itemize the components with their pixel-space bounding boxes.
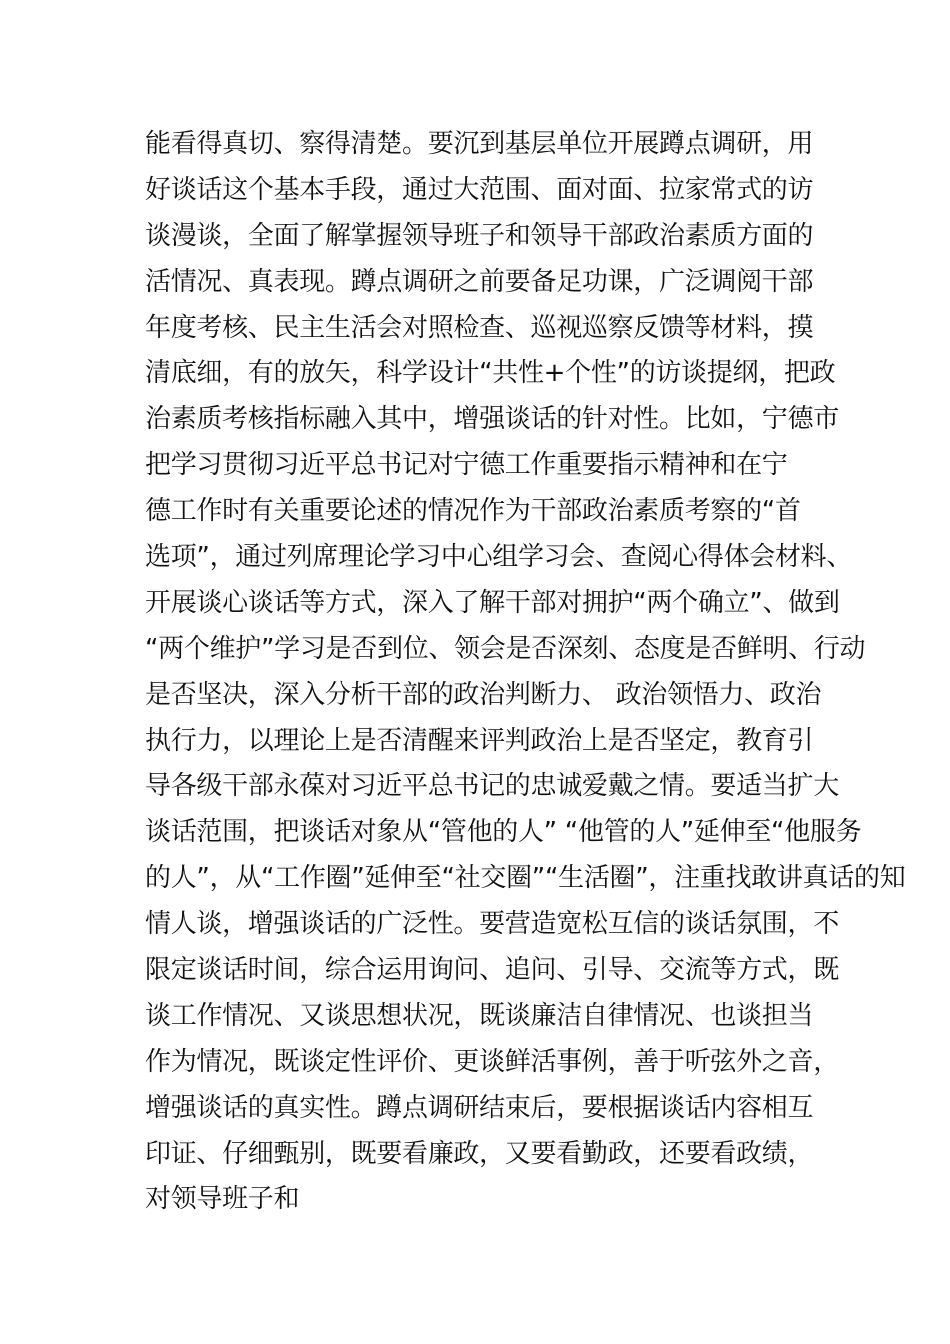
text-line: 谈工作情况、又谈思想状况，既谈廉洁自律情况、也谈担当 [145, 1000, 814, 1031]
text-line: 年度考核、民主生活会对照检查、巡视巡察反馈等材料，摸 [145, 312, 814, 343]
text-line: 增强谈话的真实性。蹲点调研结束后，要根据谈话内容相互 [145, 1092, 814, 1123]
text-line: 选项”，通过列席理论学习中心组学习会、查阅心得体会材料、 [145, 542, 853, 573]
text-line: 治素质考核指标融入其中，增强谈话的针对性。比如，宁德市 [145, 404, 839, 435]
text-line: 清底细，有的放矢，科学设计“共性+个性”的访谈提纲，把政 [145, 358, 836, 389]
text-line: 限定谈话时间，综合运用询问、追问、引导、交流等方式，既 [145, 955, 839, 986]
text-line: 把学习贯彻习近平总书记对宁德工作重要指示精神和在宁 [145, 450, 788, 481]
text-line: 印证、仔细甄别，既要看廉政，又要看勤政，还要看政绩， [145, 1138, 814, 1169]
text-line: 活情况、真表现。蹲点调研之前要备足功课，广泛调阅干部 [145, 266, 814, 297]
text-line: “两个维护”学习是否到位、领会是否深刻、态度是否鲜明、行动 [145, 633, 866, 664]
text-line: 作为情况，既谈定性评价、更谈鲜活事例，善于听弦外之音， [145, 1046, 839, 1077]
text-line: 情人谈，增强谈话的广泛性。要营造宽松互信的谈话氛围，不 [145, 909, 839, 940]
text-line: 开展谈心谈话等方式，深入了解干部对拥护“两个确立”、做到 [145, 587, 840, 618]
text-line: 谈话范围，把谈话对象从“管他的人” “他管的人”延伸至“他服务 [145, 817, 862, 848]
text-line: 谈漫谈，全面了解掌握领导班子和领导干部政治素质方面的 [145, 220, 814, 251]
text-line: 是否坚决，深入分析干部的政治判断力、 政治领悟力、政治 [145, 679, 822, 710]
text-line: 德工作时有关重要论述的情况作为干部政治素质考察的“首 [145, 496, 801, 527]
text-line: 能看得真切、察得清楚。要沉到基层单位开展蹲点调研，用 [145, 129, 814, 159]
text-line: 好谈话这个基本手段，通过大范围、面对面、拉家常式的访 [145, 174, 814, 205]
text-line: 的人”，从“工作圈”延伸至“社交圈”“生活圈”，注重找敢讲真话的知 [145, 863, 906, 894]
text-line: 导各级干部永葆对习近平总书记的忠诚爱戴之情。要适当扩大 [145, 771, 839, 802]
text-line: 对领导班子和 [145, 1184, 300, 1215]
text-line: 执行力，以理论上是否清醒来评判政治上是否坚定，教育引 [145, 725, 814, 756]
body-text [145, 122, 906, 1223]
